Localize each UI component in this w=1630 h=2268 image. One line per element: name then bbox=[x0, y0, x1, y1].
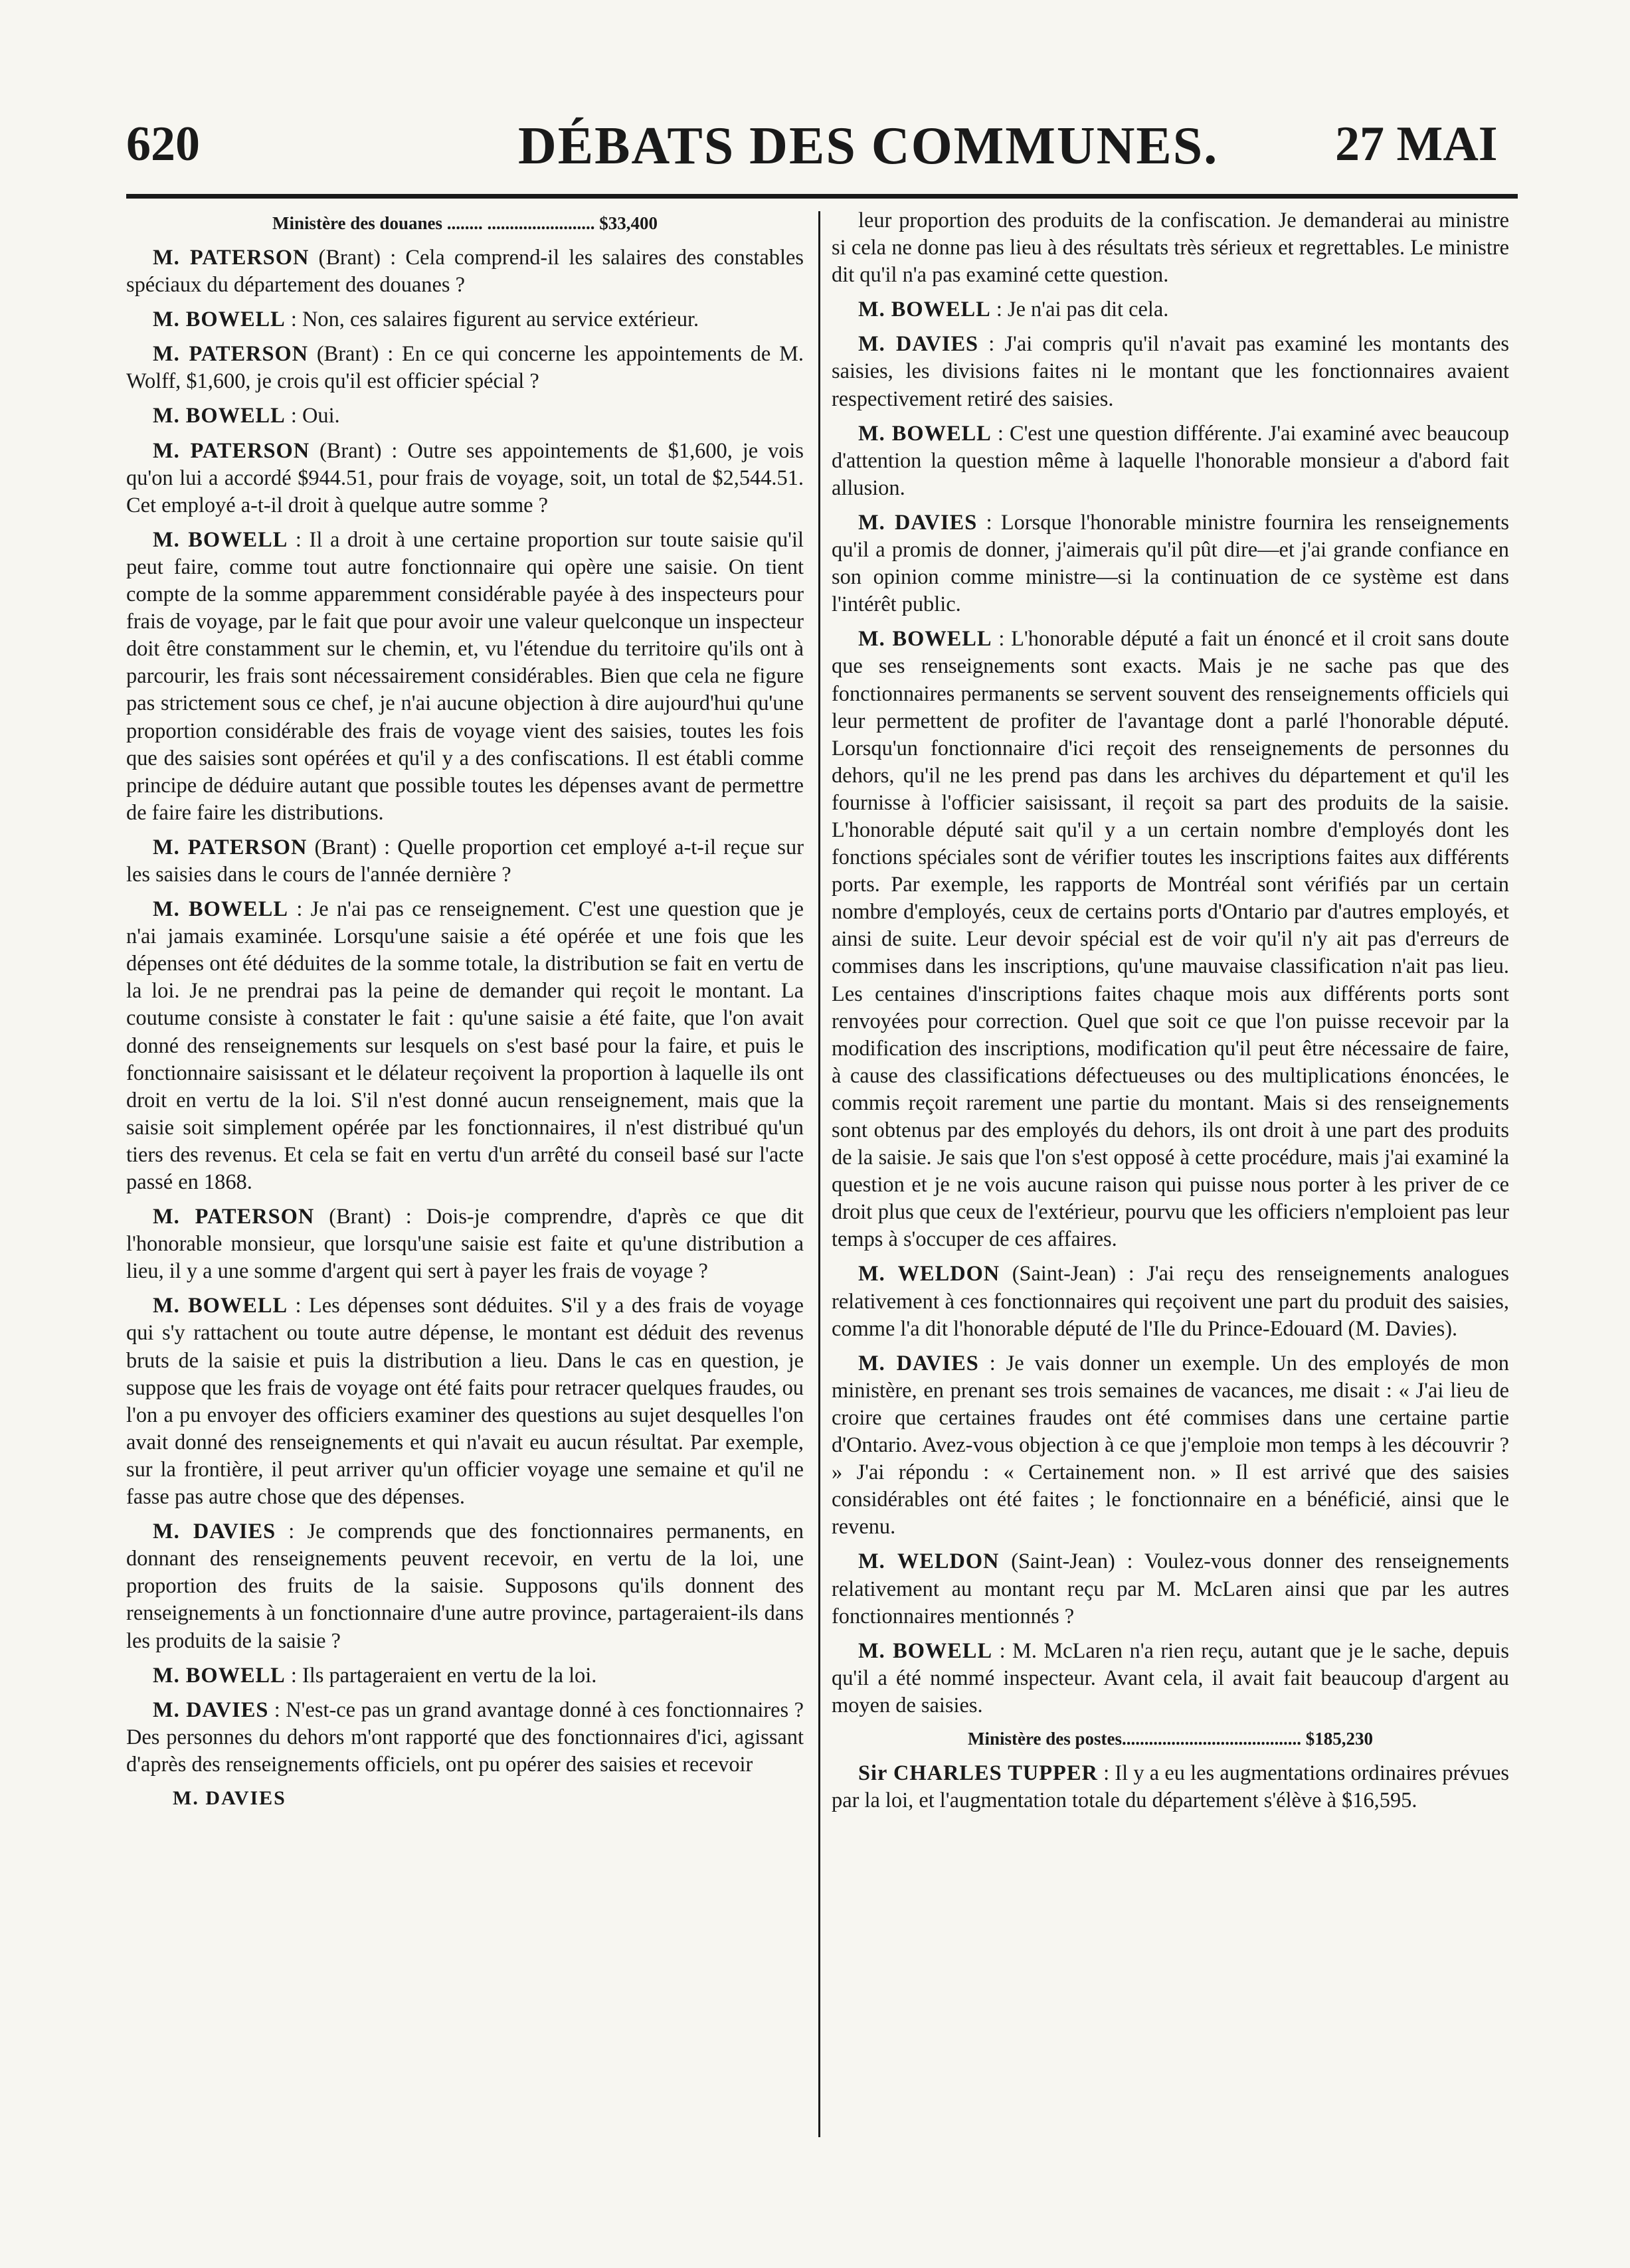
speech-text: : L'honorable député a fait un énoncé et il croit sans doute que ses renseignements sont exacts. Mais je ne sache pas que des fonctionnaires permanents se servent souvent des renseignements officiels qui leur permettent de profiter de l'avantage dont a parlé l'honorable député. Lorsqu'un fonctionnaire d'ici reçoit des renseignements de personnes du dehors, qu'il ne les prend pas dans les archives du département et qu'il les fournisse à l'officier saisissant, il reçoit sa part des produits de la saisie. L'honorable député sait qu'il y a un certain nombre d'employés dont les fonctions spéciales sont de vérifier toutes les inscriptions faites aux différents ports. Par exemple, les rapports de Montréal sont vérifiés par un certain nombre d'employés, ceux de certains ports d'Ontario par d'autres employés, et ainsi de suite. Leur devoir spécial est de voir qu'il n'y ait pas d'erreurs de commises dans les inscriptions, qu'une mauvaise classification n'ait pas lieu. Les centaines d'inscriptions faites chaque mois aux différents ports sont renvoyées pour correction. Quel que soit ce que l'on puisse recevoir par la modification des inscriptions, modification qu'il peut être nécessaire de faire, à cause des classifications défectueuses ou des multiplications énoncées, le commis reçoit rarement une partie du montant. Mais si des renseignements sont obtenus par des employés du dehors, ils ont droit à une part des produits de la saisie. Je sais que l'on s'est opposé à cette procédure, mais j'ai examiné la question et je ne vois aucune raison qui puisse nous porter à les priver de ce droit plus que ceux de l'extérieur, pourvu que les officiers n'emploient pas leur temps à s'occuper de ces affaires. bbox=[832, 627, 1509, 1252]
speech-paragraph bbox=[832, 331, 1509, 412]
speaker-name: M. BOWELL bbox=[153, 527, 288, 552]
speaker-name: Sir CHARLES TUPPER bbox=[858, 1761, 1098, 1785]
speaker-name: M. DAVIES bbox=[858, 332, 979, 357]
speech-paragraph bbox=[126, 1697, 804, 1779]
speaker-name: M. DAVIES bbox=[858, 510, 978, 535]
speech-paragraph bbox=[832, 1638, 1509, 1719]
right-column bbox=[832, 207, 1509, 1822]
left-column bbox=[126, 207, 804, 1811]
speech-text: : Je n'ai pas dit cela. bbox=[990, 298, 1169, 322]
speech-paragraph bbox=[832, 420, 1509, 502]
speech-paragraph bbox=[126, 306, 804, 333]
speech-paragraph bbox=[832, 1350, 1509, 1541]
speech-paragraph bbox=[126, 896, 804, 1196]
speech-paragraph bbox=[832, 626, 1509, 1253]
speech-text: : Il y a eu les augmentations ordinaires prévues par la loi, et l'augmentation totale du département s'élève à $16,595. bbox=[832, 1761, 1509, 1813]
speech-paragraph bbox=[832, 207, 1509, 289]
speaker-name: M. BOWELL bbox=[858, 627, 992, 652]
speech-paragraph bbox=[832, 296, 1509, 323]
speaker-name: M. WELDON bbox=[858, 1262, 1000, 1286]
speech-text: : Non, ces salaires figurent au service extérieur. bbox=[285, 307, 699, 332]
speaker-name: M. BOWELL bbox=[153, 307, 286, 332]
speaker-name: M. PATERSON bbox=[153, 342, 309, 367]
speech-text: : Ils partageraient en vertu de la loi. bbox=[285, 1663, 597, 1688]
speaker-name: M. DAVIES bbox=[153, 1698, 269, 1722]
speech-text: (Brant) : Outre ses appointements de $1,600, je vois qu'on lui a accordé $944.51, pour frais de voyage, soit, un total de $2,544.51. Cet employé a-t-il droit à quelque autre somme ? bbox=[126, 438, 804, 517]
speaker-name: M. PATERSON bbox=[153, 438, 310, 463]
speech-text: : J'ai compris qu'il n'avait pas examiné les montants des saisies, les divisions faites ni le montant que les fonctionnaires avaient respectivement retiré des saisies. bbox=[832, 332, 1509, 411]
speech-paragraph bbox=[126, 438, 804, 519]
speaker-name: M. WELDON bbox=[858, 1549, 1000, 1574]
speech-text: leur proportion des produits de la confiscation. Je demanderai au ministre si cela ne donne pas lieu à des résultats très sérieux et regrettables. Le ministre dit qu'il n'a pas examiné cette question. bbox=[832, 209, 1509, 288]
speech-paragraph bbox=[126, 527, 804, 827]
speech-text: : Je comprends que des fonctionnaires permanents, en donnant des renseignements peuvent recevoir, en vertu de la loi, une proportion des fruits de la saisie. Supposons qu'ils donnent des renseignements à un fonctionnaire d'une autre province, partageraient-ils dans les produits de la saisie ? bbox=[126, 1520, 804, 1653]
page-number: 620 bbox=[126, 117, 200, 171]
header-rule bbox=[126, 194, 1518, 199]
speech-text: : C'est une question différente. J'ai examiné avec beaucoup d'attention la question même à laquelle l'honorable monsieur a d'abord fait allusion. bbox=[832, 421, 1509, 500]
speech-text: : Lorsque l'honorable ministre fournira les renseignements qu'il a promis de donner, j'aimerais qu'il pût dire—et j'ai grande confiance en son opinion comme ministre—si la continuation de ce système est dans l'intérêt public. bbox=[832, 510, 1509, 617]
speech-text: (Brant) : Dois-je comprendre, d'après ce que dit l'honorable monsieur, que lorsqu'une saisie est faite et qu'une distribution a lieu, il y a une somme d'argent qui sert à payer les frais de voyage ? bbox=[126, 1205, 804, 1284]
speaker-name: M. PATERSON bbox=[153, 1205, 315, 1229]
speaker-name: M. BOWELL bbox=[153, 897, 288, 922]
speaker-name: M. DAVIES bbox=[153, 1520, 276, 1544]
speaker-name: M. BOWELL bbox=[153, 404, 286, 428]
speaker-name: M. BOWELL bbox=[858, 1638, 993, 1663]
speaker-name: M. DAVIES bbox=[858, 1351, 979, 1375]
speech-text: (Brant) : Quelle proportion cet employé a-t-il reçue sur les saisies dans le cours de l'année dernière ? bbox=[126, 835, 804, 887]
speech-paragraph bbox=[832, 1760, 1509, 1814]
speech-paragraph bbox=[126, 834, 804, 889]
speaker-name: M. PATERSON bbox=[153, 835, 308, 859]
page-date: 27 MAI bbox=[1335, 117, 1498, 171]
speech-text: : Il a droit à une certaine proportion sur toute saisie qu'il peut faire, comme tout autre fonctionnaire qui opère une saisie. On tient compte de la somme apparemment considérable payée à des inspecteurs pour frais de voyage, par le fait que pour avoir une valeur quelconque un inspecteur doit être constamment sur le chemin, et, vu l'étendue du territoire qu'ils ont à parcourir, les frais sont nécessairement considérables. Bien que cela ne figure pas strictement sous ce chef, je n'ai aucune objection à dire aujourd'hui qu'une proportion considérable des frais de voyage vient des saisies, toutes les fois que des saisies sont opérées et qu'il y a des confiscations. Il est établi comme principe de déduire autant que possible toutes les dépenses avant de permettre de faire faire les distributions. bbox=[126, 527, 804, 825]
speech-paragraph bbox=[126, 1292, 804, 1511]
speech-text: (Brant) : En ce qui concerne les appointements de M. Wolff, $1,600, je crois qu'il est officier spécial ? bbox=[126, 342, 804, 394]
page-title: DÉBATS DES COMMUNES. bbox=[518, 117, 1219, 175]
speaker-name: M. BOWELL bbox=[153, 1294, 288, 1318]
speech-text: : Je vais donner un exemple. Un des employés de mon ministère, en prenant ses trois semaines de vacances, me disait : « J'ai lieu de croire que certaines fraudes ont été commises dans une certaine partie d'Ontario. Avez-vous objection à ce que j'emploie mon temps à les découvrir ? » J'ai répondu : « Certainement non. » Il est arrivé que des saisies considérables ont été faites ; le fonctionnaire en a bénéficié, ainsi que le revenu. bbox=[832, 1351, 1509, 1539]
speaker-name: M. BOWELL bbox=[858, 421, 992, 446]
footer-speaker-name: M. DAVIES bbox=[173, 1787, 286, 1809]
speech-paragraph bbox=[126, 1203, 804, 1285]
speaker-name: M. BOWELL bbox=[858, 298, 991, 322]
speech-text: : Je n'ai pas ce renseignement. C'est une question que je n'ai jamais examinée. Lorsqu'une saisie a été opérée et une fois que les dépenses ont été déduites de la somme totale, la distribution se fait en vertu de la loi. Je ne prendrai pas la peine de demander qui reçoit le montant. La coutume consiste à constater le fait : qu'une saisie a été faite, que l'on avait donné des renseignements sur lesquels on s'est basé pour la faire, et puis le fonctionnaire saisissant et le délateur reçoivent la proportion à laquelle ils ont droit en vertu de la loi. S'il n'est donné aucun renseignement, mais que la saisie soit simplement opérée par les fonctionnaires, il n'est distribué qu'un tiers des revenus. Et cela se fait en vertu d'un arrêté du conseil basé sur l'acte passé en 1868. bbox=[126, 897, 804, 1194]
speech-text: (Saint-Jean) : J'ai reçu des renseignements analogues relativement à ces fonctionnaires qui reçoivent une part du produit des saisies, comme l'a dit l'honorable député de l'Ile du Prince-Edouard (M. Davies). bbox=[832, 1262, 1509, 1341]
budget-item-heading: Ministère des douanes ........ ........................ $33,400 bbox=[272, 213, 658, 233]
column-divider bbox=[818, 211, 820, 2137]
speech-text: (Brant) : Cela comprend-il les salaires des constables spéciaux du département des douanes ? bbox=[126, 246, 804, 298]
speech-text: : M. McLaren n'a rien reçu, autant que je le sache, depuis qu'il a été nommé inspecteur. Avant cela, il avait fait beaucoup d'argent au moyen de saisies. bbox=[832, 1638, 1509, 1717]
speech-paragraph bbox=[126, 1662, 804, 1690]
right-paragraphs bbox=[832, 207, 1509, 1719]
speech-paragraph bbox=[126, 402, 804, 430]
speech-paragraph bbox=[832, 1548, 1509, 1630]
speech-text: (Saint-Jean) : Voulez-vous donner des renseignements relativement au montant reçu par M. McLaren ainsi que par les autres fonctionnaires mentionnés ? bbox=[832, 1549, 1509, 1628]
speech-paragraph bbox=[126, 341, 804, 395]
speech-text: : N'est-ce pas un grand avantage donné à ces fonctionnaires ? Des personnes du dehors m'ont rapporté que des fonctionnaires d'ici, agissant d'après des renseignements officiels, ont pu opérer des saisies et recevoir bbox=[126, 1698, 804, 1777]
speaker-name: M. PATERSON bbox=[153, 246, 310, 270]
speech-text: : Les dépenses sont déduites. S'il y a des frais de voyage qui s'y rattachent ou toute autre dépense, le montant est déduit des revenus bruts de la saisie et puis la distribution a lieu. Dans le cas en question, je suppose que les frais de voyage ont été faits pour retracer quelques fraudes, ou l'on a pu envoyer des officiers examiner des questions au sujet desquelles l'on avait donné des renseignements et qui n'avait eu aucun résultat. Par exemple, sur la frontière, il peut arriver qu'un officier voyage une semaine et qu'il ne fasse pas autre chose que des dépenses. bbox=[126, 1294, 804, 1510]
speech-text: : Oui. bbox=[285, 404, 340, 428]
left-paragraphs bbox=[126, 244, 804, 1779]
speech-paragraph bbox=[126, 1518, 804, 1654]
speech-paragraph bbox=[126, 244, 804, 299]
speech-paragraph bbox=[832, 509, 1509, 618]
speaker-name: M. BOWELL bbox=[153, 1663, 286, 1688]
budget-item-heading: Ministère des postes........................................ $185,230 bbox=[968, 1728, 1373, 1749]
speech-paragraph bbox=[832, 1261, 1509, 1342]
right-paragraphs-after bbox=[832, 1760, 1509, 1814]
